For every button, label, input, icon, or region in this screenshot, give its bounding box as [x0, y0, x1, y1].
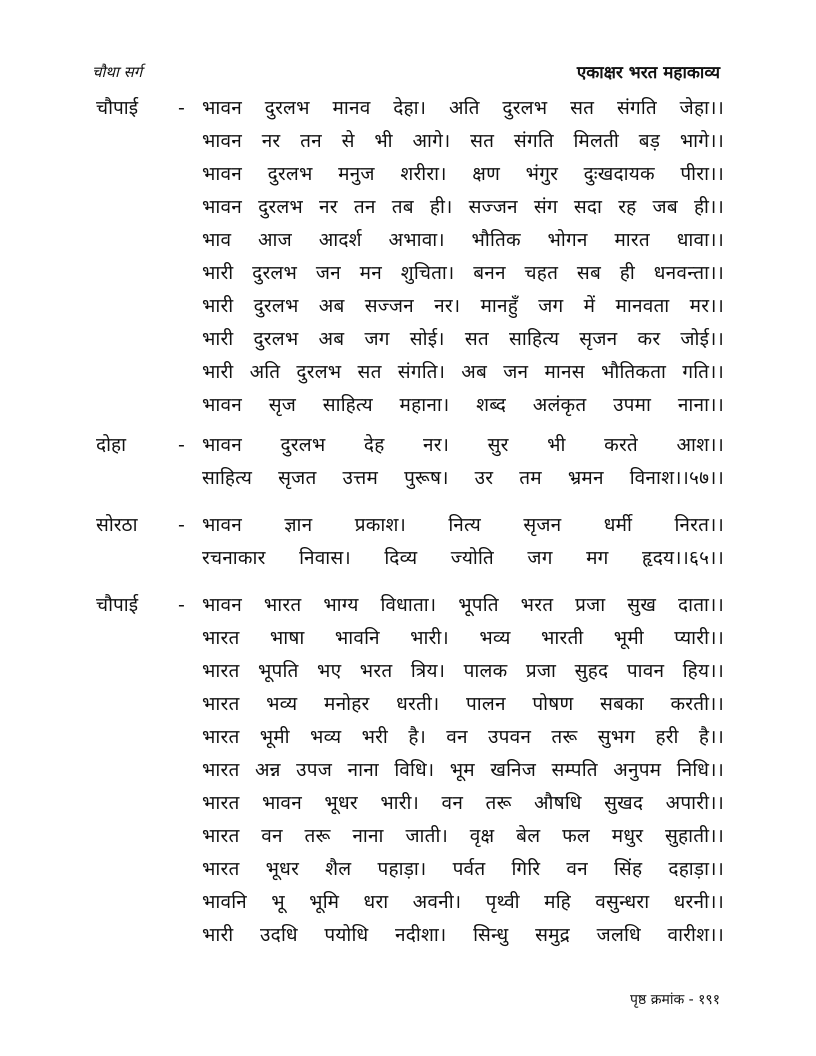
verse-line: भारत वन तरू नाना जाती। वृक्ष बेल फल मधुर सुहाती।।	[202, 825, 724, 847]
chapter-title: चौथा सर्ग	[92, 63, 143, 81]
verse-line: भारत अन्न उपज नाना विधि। भूम खनिज सम्पति अनुपम निधि।।	[202, 759, 724, 781]
verse-lines	[202, 429, 724, 495]
verse-lines	[202, 92, 724, 422]
verse-line: भारी दुरलभ अब जग सोई। सत साहित्य सृजन कर जोई।।	[202, 328, 724, 350]
verse-line: भावन ज्ञान प्रकाश। नित्य सृजन धर्मी निरत।।	[202, 514, 724, 536]
verse-line: साहित्य सृजत उत्तम पुरूष। उर तम भ्रमन विनाश।।५७।।	[202, 467, 724, 489]
verse-line: भावन नर तन से भी आगे। सत संगति मिलती बड़ भागे।।	[202, 130, 724, 152]
verse-line: भारी उदधि पयोधि नदीशा। सिन्धु समुद्र जलधि वारीश।।	[202, 924, 724, 946]
verse-line: रचनाकार निवास। दिव्य ज्योति जग मग हृदय।।६५।।	[202, 547, 724, 569]
verse-lines	[202, 509, 724, 575]
verse-type-label: चौपाई	[96, 97, 139, 119]
verse-line: भारत भूपति भए भरत त्रिय। पालक प्रजा सुहद पावन हिय।।	[202, 660, 724, 682]
verse-line: भारत भावन भूधर भारी। वन तरू औषधि सुखद अपारी।।	[202, 792, 724, 814]
verse-line: भाव आज आदर्श अभावा। भौतिक भोगन मारत धावा।।	[202, 229, 724, 251]
verse-type-label: चौपाई	[96, 594, 139, 616]
label-dash: -	[178, 434, 185, 456]
verse-line: भावनि भू भूमि धरा अवनी। पृथ्वी महि वसुन्धरा धरनी।।	[202, 891, 724, 913]
verse-line: भावन भारत भाग्य विधाता। भूपति भरत प्रजा सुख दाता।।	[202, 594, 724, 616]
verse-line: भावन दुरलभ देह नर। सुर भी करते आश।।	[202, 434, 724, 456]
verse-lines	[202, 589, 724, 952]
label-dash: -	[178, 514, 185, 536]
verse-line: भारी दुरलभ अब सज्जन नर। मानहुँ जग में मानवता मर।।	[202, 295, 724, 317]
verse-line: भारत भूमी भव्य भरी है। वन उपवन तरू सुभग हरी है।।	[202, 726, 724, 748]
verse-line: भारत भव्य मनोहर धरती। पालन पोषण सबका करती।।	[202, 693, 724, 715]
verse-type-label: दोहा	[96, 434, 127, 456]
verse-type-label: सोरठा	[96, 514, 138, 536]
page-number: पृष्ठ क्रमांक - १९१	[630, 992, 720, 1008]
verse-line: भावन दुरलभ मनुज शरीरा। क्षण भंगुर दुःखदायक पीरा।।	[202, 163, 724, 185]
verse-line: भारी अति दुरलभ सत संगति। अब जन मानस भौतिकता गति।।	[202, 361, 724, 383]
verse-line: भावन दुरलभ नर तन तब ही। सज्जन संग सदा रह जब ही।।	[202, 196, 724, 218]
label-dash: -	[178, 97, 185, 119]
book-title: एकाक्षर भरत महाकाव्य	[576, 63, 720, 83]
verse-line: भारत भाषा भावनि भारी। भव्य भारती भूमी प्यारी।।	[202, 627, 724, 649]
verse-line: भावन सृज साहित्य महाना। शब्द अलंकृत उपमा नाना।।	[202, 394, 724, 416]
label-dash: -	[178, 594, 185, 616]
verse-line: भारी दुरलभ जन मन शुचिता। बनन चहत सब ही धनवन्ता।।	[202, 262, 724, 284]
verse-line: भावन दुरलभ मानव देहा। अति दुरलभ सत संगति जेहा।।	[202, 97, 724, 119]
verse-line: भारत भूधर शैल पहाड़ा। पर्वत गिरि वन सिंह दहाड़ा।।	[202, 858, 724, 880]
